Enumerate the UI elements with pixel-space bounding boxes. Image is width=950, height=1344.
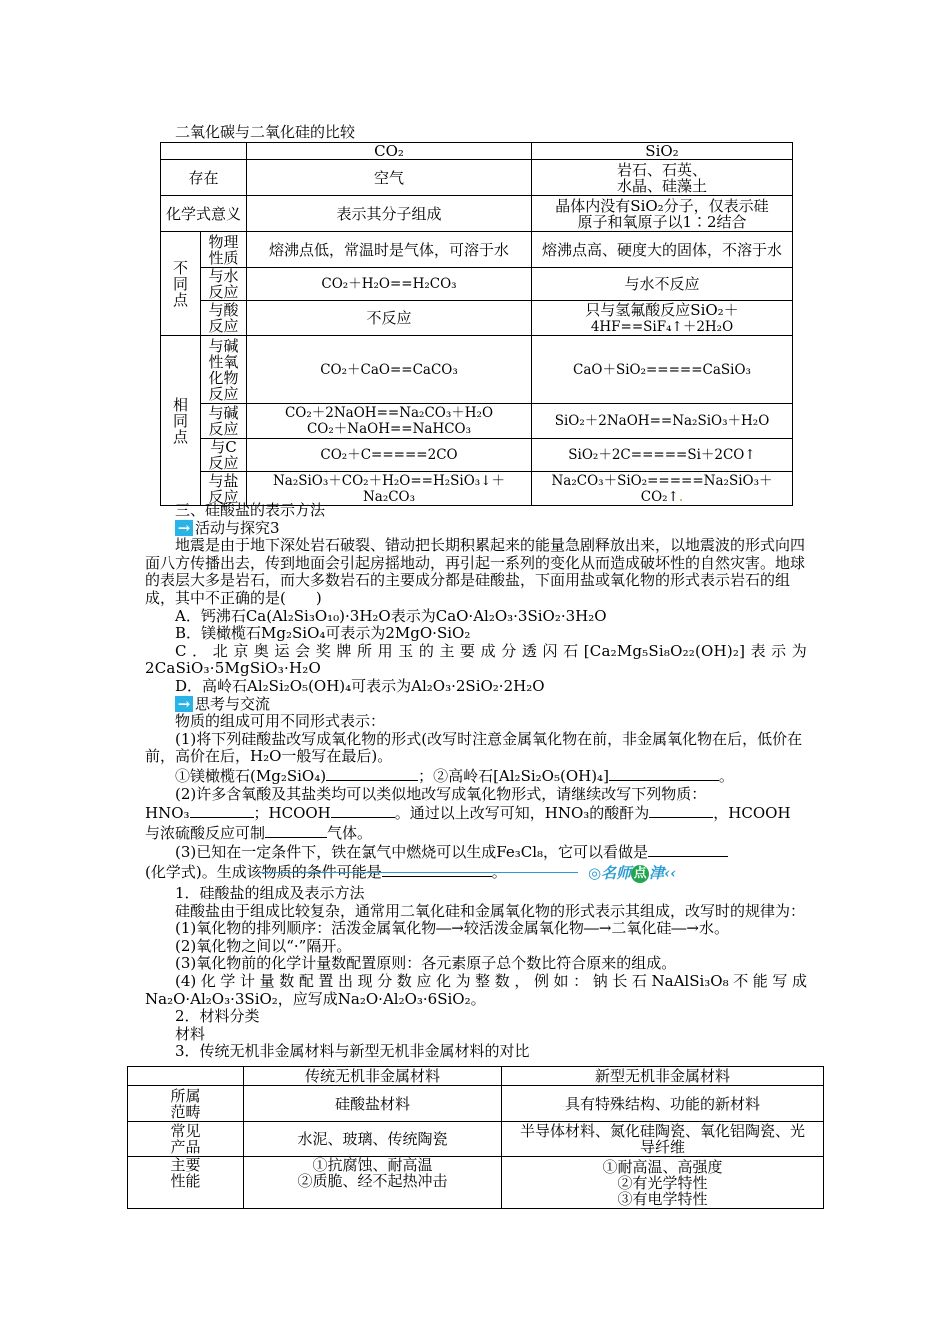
think-title bbox=[145, 696, 807, 714]
answer-blank[interactable] bbox=[331, 803, 395, 818]
cell-line: ①抗腐蚀、耐高温 bbox=[312, 1156, 433, 1174]
row-salt-sio2: Na₂CO₃＋SiO₂=====Na₂SiO₃＋CO₂↑. bbox=[532, 472, 793, 506]
row-products-new: 半导体材料、氮化硅陶瓷、氧化铝陶瓷、光导纤维 bbox=[502, 1122, 824, 1157]
group-differences-label bbox=[161, 232, 201, 336]
row-basic-oxide-co2: CO₂＋CaO==CaCO₃ bbox=[247, 336, 532, 404]
row-acid-sio2 bbox=[532, 301, 793, 336]
activity-title bbox=[145, 520, 807, 538]
cell-line: ②质脆、经不起热冲击 bbox=[297, 1172, 448, 1190]
q2-part-f: 气体。 bbox=[327, 823, 373, 842]
cell-line: ①耐高温、高强度 bbox=[602, 1157, 723, 1176]
answer-blank[interactable] bbox=[609, 766, 719, 781]
divider-line bbox=[258, 872, 578, 873]
cell-line: 4HF==SiF₄↑＋2H₂O bbox=[590, 318, 734, 335]
header-sio2: SiO₂ bbox=[532, 143, 793, 160]
row-formula-sio2 bbox=[532, 196, 793, 232]
cell-line: Na₂CO₃＋SiO₂=====Na₂SiO₃＋CO₂↑ bbox=[551, 472, 773, 505]
row-products-label: 常见产品 bbox=[128, 1122, 244, 1157]
header-co2: CO₂ bbox=[247, 143, 532, 160]
row-acid-label: 与酸反应 bbox=[201, 301, 247, 336]
q1-part-b: ；②高岭石[Al₂Si₂O₅(OH)₄] bbox=[418, 766, 609, 785]
row-category-label: 所属范畴 bbox=[128, 1086, 244, 1122]
cell-line: 岩石、石英、 bbox=[616, 160, 707, 179]
header-empty bbox=[161, 143, 247, 160]
row-formula-label: 化学式意义 bbox=[161, 196, 247, 232]
row-category-new: 具有特殊结构、功能的新材料 bbox=[502, 1086, 824, 1122]
table1-title: 二氧化碳与二氧化硅的比较 bbox=[175, 123, 356, 141]
arrow-icon: → bbox=[175, 520, 193, 536]
divider-text-b: 津 bbox=[649, 864, 665, 882]
group-label-text: 不同点 bbox=[172, 258, 188, 309]
answer-blank[interactable] bbox=[649, 803, 713, 818]
question-intro: 物质的组成可用不同形式表示： bbox=[175, 712, 386, 731]
cell-line: Na₂SiO₃＋CO₂＋H₂O==H₂SiO₃↓＋ bbox=[272, 472, 506, 489]
divider-dot: 点 bbox=[631, 865, 649, 883]
row-water-co2: CO₂＋H₂O==H₂CO₃ bbox=[247, 268, 532, 301]
divider-label: ◎名师 点 津‹‹ bbox=[588, 864, 677, 882]
row-properties-label bbox=[128, 1157, 244, 1209]
row-base-co2 bbox=[247, 404, 532, 439]
row-basic-oxide-label: 与碱性氧化物反应 bbox=[201, 336, 247, 404]
note-2-body: 材料 bbox=[175, 1024, 206, 1043]
row-products-traditional: 水泥、玻璃、传统陶瓷 bbox=[244, 1122, 502, 1157]
table1-title-block bbox=[145, 124, 807, 142]
q2-part-c: 。通过以上改写可知，HNO₃的酸酐为 bbox=[394, 804, 650, 823]
cell-line: 主要 bbox=[170, 1156, 201, 1174]
row-existence-co2: 空气 bbox=[247, 160, 532, 196]
group-similarities-label bbox=[161, 336, 201, 506]
row-carbon-co2: CO₂＋C=====2CO bbox=[247, 439, 532, 472]
q3-end: 。 bbox=[491, 862, 507, 881]
answer-blank[interactable] bbox=[648, 842, 728, 857]
question-2-cont bbox=[145, 823, 807, 843]
answer-blank[interactable] bbox=[190, 803, 254, 818]
note-1-paragraph: 硅酸盐由于组成比较复杂，通常用二氧化硅和金属氧化物的形式表示其组成，改写时的规律为： bbox=[175, 901, 806, 920]
question-1-blanks bbox=[145, 766, 807, 786]
header-empty bbox=[128, 1067, 244, 1086]
co2-sio2-comparison-table bbox=[160, 142, 793, 506]
note-1-rule-2: (2)氧化物之间以“·”隔开。 bbox=[175, 936, 352, 955]
row-existence-label: 存在 bbox=[161, 160, 247, 196]
section-silicate bbox=[145, 502, 807, 881]
note-2-title: 2．材料分类 bbox=[175, 1007, 260, 1026]
answer-blank[interactable] bbox=[326, 766, 418, 781]
option-b: B．镁橄榄石Mg₂SiO₄可表示为2MgO·SiO₂ bbox=[175, 624, 471, 643]
note-1-rule-4: (4)化学计量数配置出现分数应化为整数，例如：钠长石NaAlSi₃O₈不能写成Na₂O·Al₂O₃·3SiO₂，应写成Na₂O·Al₂O₃·6SiO₂。 bbox=[145, 971, 807, 1008]
row-carbon-sio2: SiO₂＋2C=====Si＋2CO↑ bbox=[532, 439, 793, 472]
cell-line: ②有光学特性 bbox=[617, 1173, 708, 1192]
arrow-icon: → bbox=[175, 696, 193, 712]
note-3-title: 3．传统无机非金属材料与新型无机非金属材料的对比 bbox=[175, 1042, 530, 1061]
cell-line: CO₂＋NaOH==NaHCO₃ bbox=[306, 421, 472, 437]
row-basic-oxide-sio2: CaO＋SiO₂=====CaSiO₃ bbox=[532, 336, 793, 404]
cell-line: 原子和氧原子以1∶2结合 bbox=[577, 212, 747, 231]
cell-line: Na₂CO₃ bbox=[362, 488, 416, 505]
cell-line: 性能 bbox=[170, 1172, 201, 1190]
header-new: 新型无机非金属材料 bbox=[502, 1067, 824, 1086]
teacher-notes bbox=[145, 885, 807, 1061]
row-properties-new bbox=[502, 1157, 824, 1209]
question-3 bbox=[145, 842, 807, 862]
row-physical-label: 物理性质 bbox=[201, 232, 247, 268]
tips-divider bbox=[258, 862, 698, 882]
row-carbon-label: 与C反应 bbox=[201, 439, 247, 472]
row-properties-traditional bbox=[244, 1157, 502, 1209]
q2-part-b: ；HCOOH bbox=[253, 804, 331, 823]
divider-text-a: 名师 bbox=[601, 864, 632, 882]
q2-part-a: HNO₃ bbox=[145, 804, 190, 823]
q2-part-d: ，HCOOH bbox=[713, 804, 791, 823]
row-physical-co2: 熔沸点低，常温时是气体，可溶于水 bbox=[247, 232, 532, 268]
q1-end: 。 bbox=[718, 766, 734, 785]
q1-part-a: ①镁橄榄石(Mg₂SiO₄) bbox=[175, 766, 327, 785]
row-acid-co2: 不反应 bbox=[247, 301, 532, 336]
cell-line: 水晶、硅藻土 bbox=[616, 176, 707, 195]
option-a: A．钙沸石Ca(Al₂Si₃O₁₀)·3H₂O表示为CaO·Al₂O₃·3SiO₂·3H₂O bbox=[175, 606, 607, 625]
think-label: 思考与交流 bbox=[195, 694, 271, 713]
row-physical-sio2: 熔沸点高、硬度大的固体，不溶于水 bbox=[532, 232, 793, 268]
option-c: C．北京奥运会奖牌所用玉的主要成分透闪石[Ca₂Mg₅Si₈O₂₂(OH)₂]表示为2CaSiO₃·5MgSiO₃·H₂O bbox=[145, 641, 807, 678]
section-heading: 三、硅酸盐的表示方法 bbox=[175, 501, 326, 519]
cell-line: CO₂＋2NaOH==Na₂CO₃＋H₂O bbox=[284, 405, 494, 421]
row-salt-label: 与盐反应 bbox=[201, 472, 247, 506]
header-traditional: 传统无机非金属材料 bbox=[244, 1067, 502, 1086]
q2-part-e: 与浓硫酸反应可制 bbox=[145, 823, 266, 842]
materials-comparison-table bbox=[127, 1066, 824, 1209]
row-water-label: 与水反应 bbox=[201, 268, 247, 301]
row-formula-co2: 表示其分子组成 bbox=[247, 196, 532, 232]
q3-part-b: (化学式)。生成该物质的条件可能是 bbox=[145, 862, 382, 881]
q3-text: (3)已知在一定条件下，铁在氯气中燃烧可以生成Fe₃Cl₈，它可以看做是 bbox=[175, 843, 649, 862]
row-base-label: 与碱反应 bbox=[201, 404, 247, 439]
note-1-rule-1: (1)氧化物的排列顺序：活泼金属氧化物―→较活泼金属氧化物―→二氧化硅―→水。 bbox=[175, 919, 729, 938]
row-water-sio2: 与水不反应 bbox=[532, 268, 793, 301]
answer-blank[interactable] bbox=[265, 823, 327, 838]
group-label-text: 相同点 bbox=[172, 395, 188, 446]
note-1-rule-3: (3)氧化物前的化学计量数配置原则：各元素原子总个数比符合原来的组成。 bbox=[175, 954, 677, 973]
activity-label: 活动与探究3 bbox=[195, 518, 280, 537]
note-1-title: 1．硅酸盐的组成及表示方法 bbox=[175, 884, 365, 902]
cell-line: 只与氢氟酸反应SiO₂＋ bbox=[585, 300, 739, 319]
row-category-traditional: 硅酸盐材料 bbox=[244, 1086, 502, 1122]
question-1: (1)将下列硅酸盐改写成氧化物的形式(改写时注意金属氧化物在前，非金属氧化物在后，低价在前，高价在后，H₂O一般写在最后)。 bbox=[145, 729, 803, 766]
question-2-blanks bbox=[145, 803, 807, 823]
row-base-sio2: SiO₂＋2NaOH==Na₂SiO₃＋H₂O bbox=[532, 404, 793, 439]
question-paragraph: 地震是由于地下深处岩石破裂、错动把长期积累起来的能量急剧释放出来，以地震波的形式向四面八方传播出去，传到地面会引起房摇地动，再引起一系列的变化从而造成破坏性的自然灾害。地球的表层大多是岩石，而大多数岩石的主要成分都是硅酸盐，下面用盐或氧化物的形式表示岩石的组成，其中不正确的是( ) bbox=[145, 536, 806, 607]
option-d: D．高岭石Al₂Si₂O₅(OH)₄可表示为Al₂O₃·2SiO₂·2H₂O bbox=[175, 676, 545, 695]
question-2: (2)许多含氧酸及其盐类均可以类似地改写成氧化物形式，请继续改写下列物质： bbox=[175, 784, 707, 803]
row-existence-sio2 bbox=[532, 160, 793, 196]
cell-line: 晶体内没有SiO₂分子，仅表示硅 bbox=[555, 196, 769, 215]
cell-line: ③有电学特性 bbox=[617, 1189, 708, 1208]
